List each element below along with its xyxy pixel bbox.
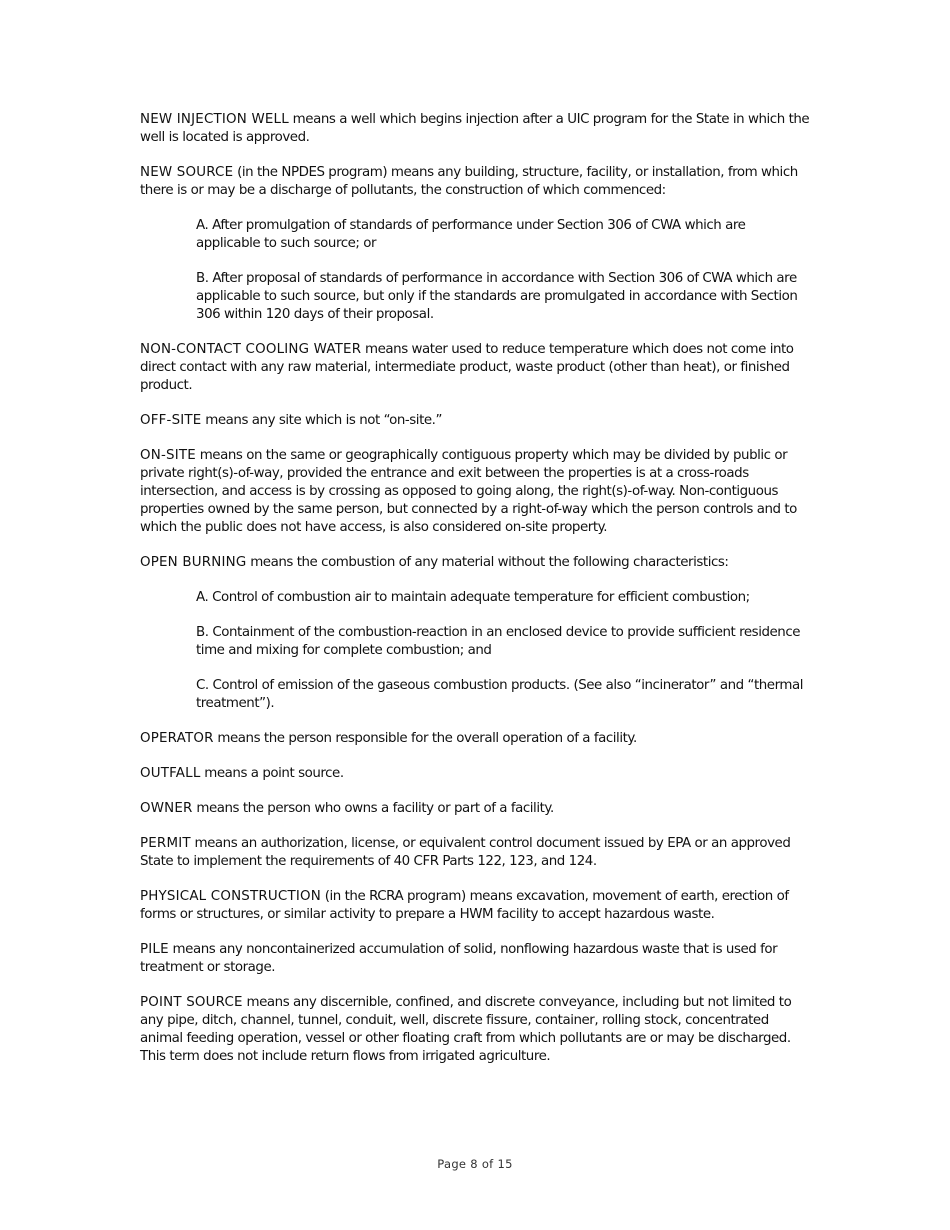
definition-text: means water used to reduce temperature which does not come into direct contact with any raw material, intermediate product, waste product (other than heat), or finished product. [140, 342, 794, 393]
definition-text: means the person who owns a facility or part of a facility. [192, 801, 554, 816]
definition-open-burning [140, 554, 812, 572]
document-body [140, 111, 812, 1083]
term: OPEN BURNING [140, 555, 247, 570]
new-source-item-a: A. After promulgation of standards of performance under Section 306 of CWA which are applicable to such source; or [196, 218, 746, 251]
new-source-item-b: B. After proposal of standards of performance in accordance with Section 306 of CWA which are applicable to such source, but only if the standards are promulgated in accordance with Section 306 within 120 days of their proposal. [196, 271, 798, 322]
definition-text: means the person responsible for the overall operation of a facility. [213, 731, 637, 746]
definition-text: means any noncontainerized accumulation of solid, nonflowing hazardous waste that is used for treatment or storage. [140, 942, 778, 975]
term: OPERATOR [140, 731, 214, 746]
term: PHYSICAL CONSTRUCTION [140, 889, 321, 904]
open-burning-item-a: A. Control of combustion air to maintain adequate temperature for efficient combustion; [196, 590, 750, 605]
definition-text: means on the same or geographically contiguous property which may be divided by public or private right(s)-of-way, provided the entrance and exit between the properties is at a cross-roads intersection, and access is by crossing as opposed to going along, the right(s)-of-way. Non-contiguous properties owned by the same person, but connected by a right-of-way which the person controls and to which the public does not have access, is also considered on-site property. [140, 448, 797, 535]
definition-point-source [140, 994, 812, 1066]
definition-text: means the combustion of any material without the following characteristics: [246, 555, 729, 570]
definition-operator [140, 730, 812, 748]
definition-owner [140, 800, 812, 818]
definition-off-site [140, 412, 812, 430]
definition-text: means an authorization, license, or equivalent control document issued by EPA or an approved State to implement the requirements of 40 CFR Parts 122, 123, and 124. [140, 836, 791, 869]
definition-permit [140, 835, 812, 871]
term: PILE [140, 942, 169, 957]
definition-text: (in the NPDES program) means any building, structure, facility, or installation, from which there is or may be a discharge of pollutants, the construction of which commenced: [140, 165, 798, 198]
definition-text: means a well which begins injection after a UIC program for the State in which the well is located is approved. [140, 112, 810, 145]
term: OFF-SITE [140, 413, 202, 428]
definition-text: means a point source. [200, 766, 344, 781]
definition-physical-construction [140, 888, 812, 924]
term: NON-CONTACT COOLING WATER [140, 342, 362, 357]
page-number: Page 8 of 15 [437, 1157, 513, 1171]
term: NEW INJECTION WELL [140, 112, 289, 127]
open-burning-item-b: B. Containment of the combustion-reaction in an enclosed device to provide sufficient residence time and mixing for complete combustion; and [196, 625, 801, 658]
definition-new-injection-well [140, 111, 812, 147]
term: POINT SOURCE [140, 995, 243, 1010]
term: PERMIT [140, 836, 191, 851]
definition-non-contact-cooling-water [140, 341, 812, 395]
term: OWNER [140, 801, 193, 816]
open-burning-item-c: C. Control of emission of the gaseous combustion products. (See also “incinerator” and “thermal treatment”). [196, 678, 804, 711]
definition-outfall [140, 765, 812, 783]
definition-text: means any site which is not “on-site.” [201, 413, 442, 428]
definition-pile [140, 941, 812, 977]
definition-text: means any discernible, confined, and discrete conveyance, including but not limited to any pipe, ditch, channel, tunnel, conduit, well, discrete fissure, container, rolling stock, concentrated animal feeding operation, vessel or other floating craft from which pollutants are or may be discharged. This term does not include return flows from irrigated agriculture. [140, 995, 792, 1064]
term: NEW SOURCE [140, 165, 234, 180]
term: ON-SITE [140, 448, 196, 463]
term: OUTFALL [140, 766, 201, 781]
definition-on-site [140, 447, 812, 537]
definition-text: (in the RCRA program) means excavation, movement of earth, erection of forms or structures, or similar activity to prepare a HWM facility to accept hazardous waste. [140, 889, 789, 922]
definition-new-source [140, 164, 812, 200]
